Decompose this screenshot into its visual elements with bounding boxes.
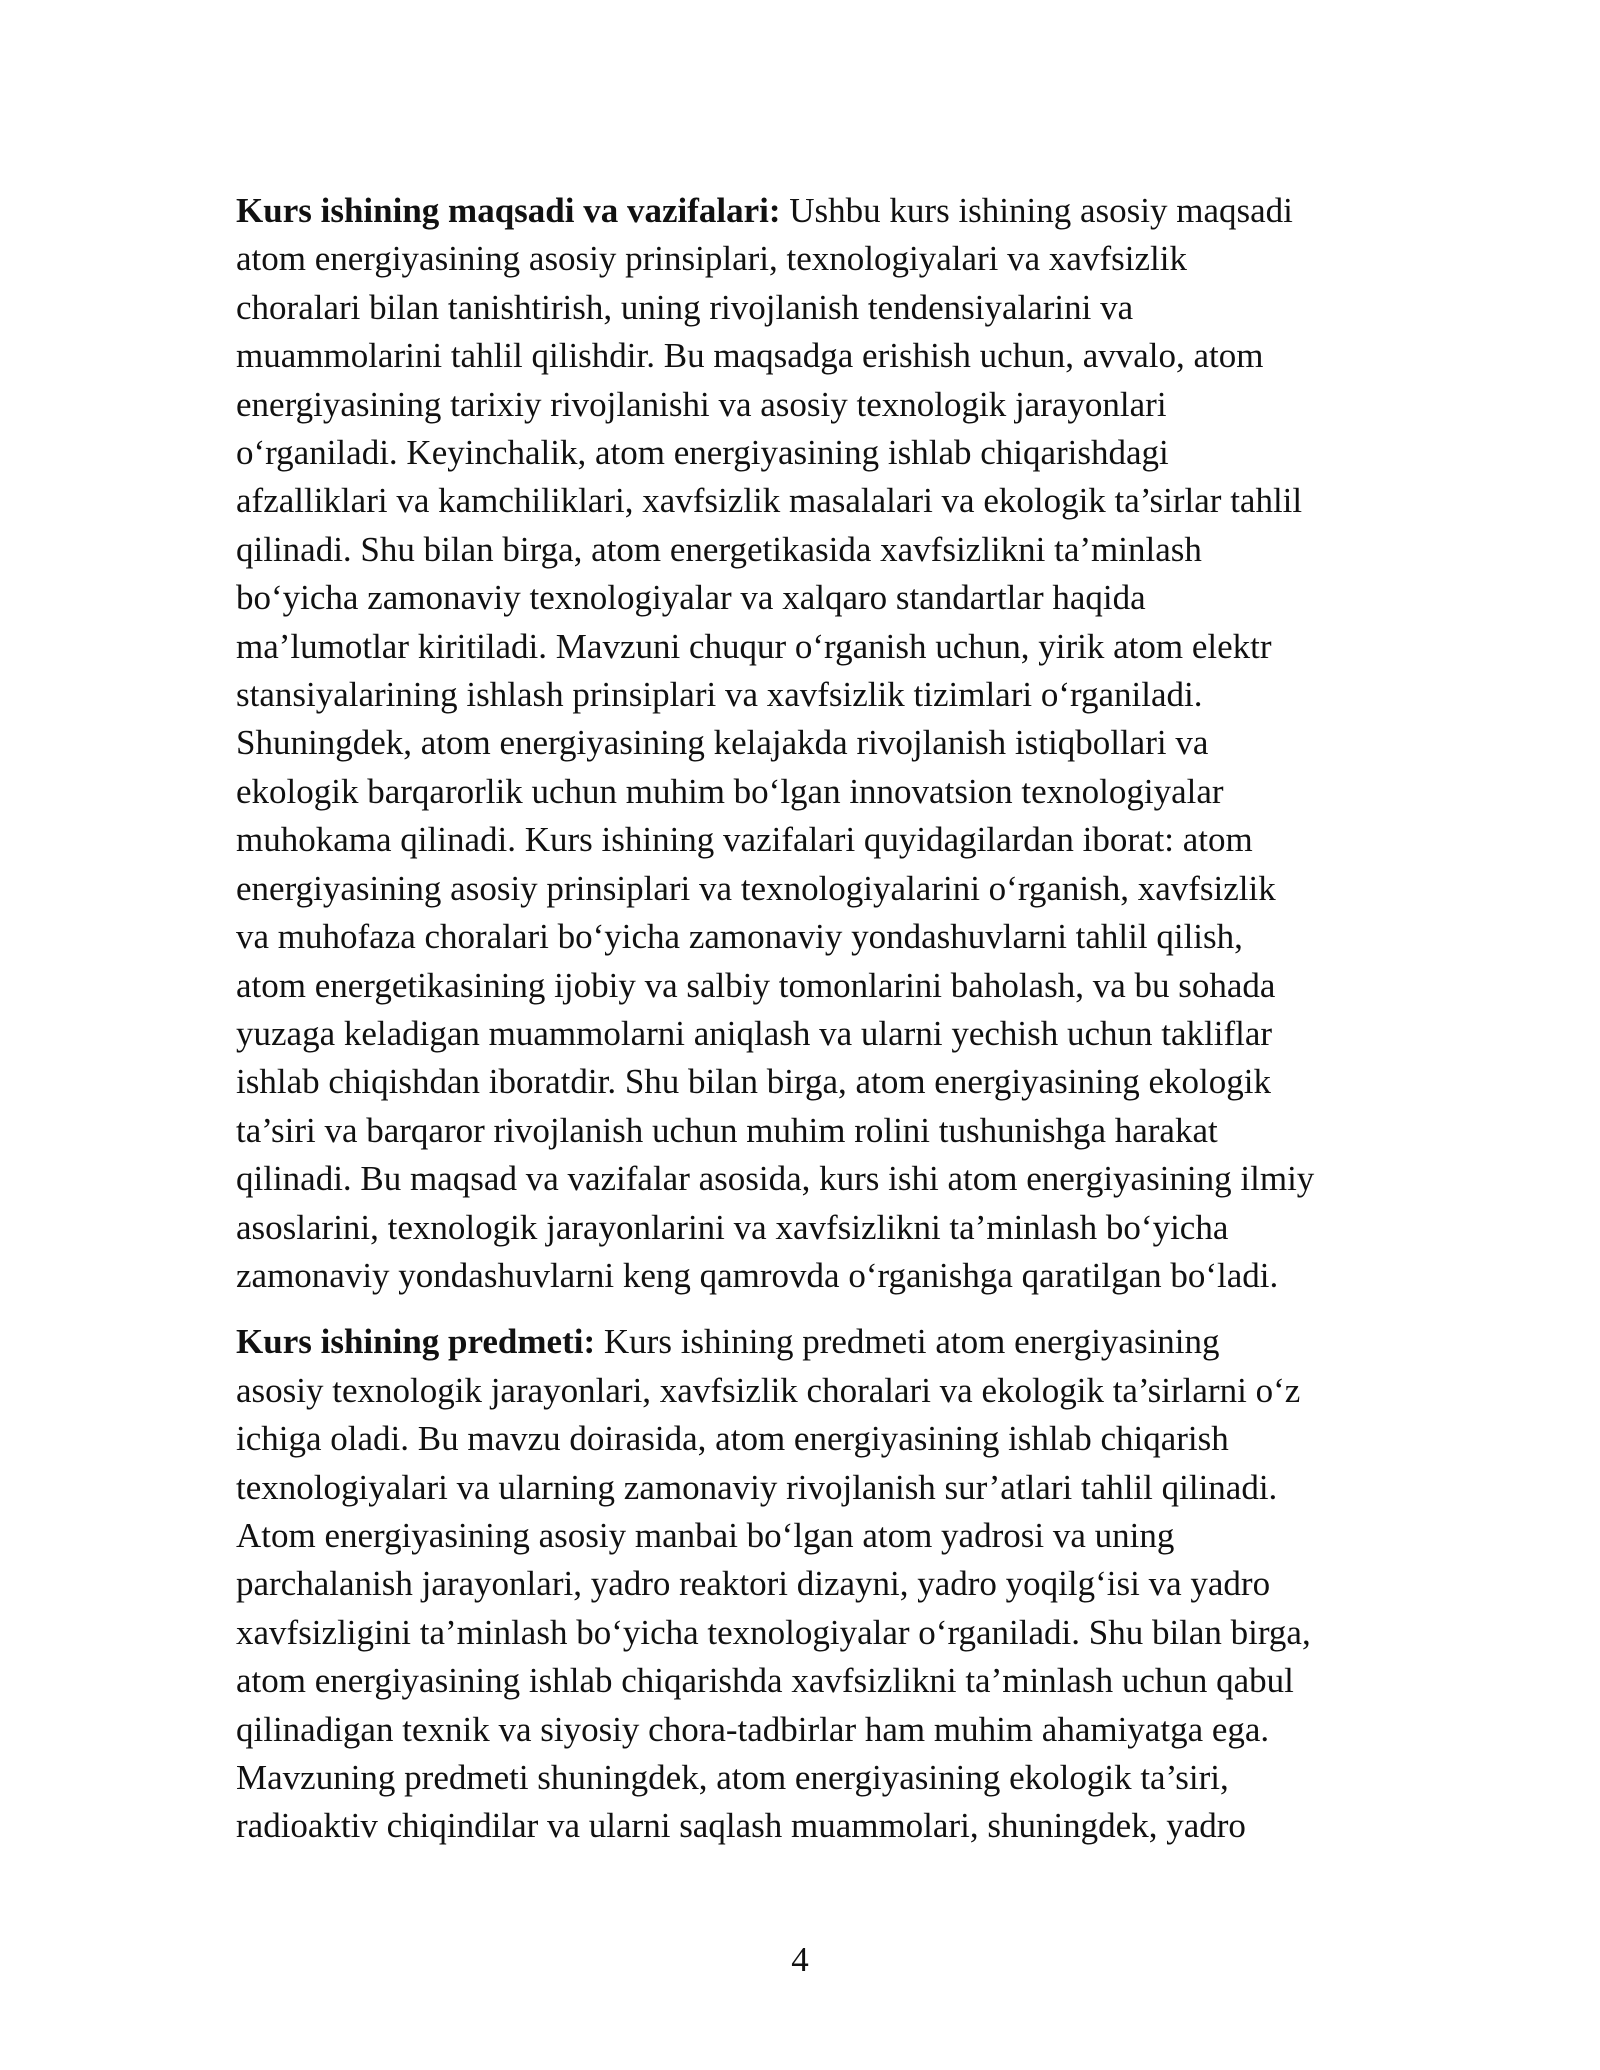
paragraph-goals-and-tasks [236,187,1376,1300]
text-line: Mavzuning predmeti shuningdek, atom energiyasining ekologik ta’siri, [236,1758,1229,1797]
body-text [236,187,1376,1869]
text-line: afzalliklari va kamchiliklari, xavfsizlik masalalari va ekologik ta’sirlar tahlil [236,481,1303,521]
text-line: energiyasining asosiy prinsiplari va texnologiyalarini o‘rganish, xavfsizlik [236,868,1276,908]
text-line: ma’lumotlar kiritiladi. Mavzuni chuqur o‘rganish uchun, yirik atom elektr [236,626,1272,666]
text-line: va muhofaza choralari bo‘yicha zamonaviy yondashuvlarni tahlil qilish, [236,917,1243,957]
text-line: asosiy texnologik jarayonlari, xavfsizlik choralari va ekologik ta’sirlarni o‘z [236,1370,1301,1410]
text-line: radioaktiv chiqindilar va ularni saqlash muammolari, shuningdek, yadro [236,1806,1246,1846]
text-line: muhokama qilinadi. Kurs ishining vazifalari quyidagilardan iborat: atom [236,820,1253,860]
text-line-content: Kurs ishining predmeti atom energiyasining [595,1322,1220,1362]
text-line: qilinadi. Shu bilan birga, atom energetikasida xavfsizlikni ta’minlash [236,529,1202,569]
paragraph-heading: Kurs ishining predmeti: [236,1322,596,1362]
page-number: 4 [791,1940,809,1979]
text-line: xavfsizligini ta’minlash bo‘yicha texnologiyalar o‘rganiladi. Shu bilan birga, [236,1612,1311,1652]
text-line: yuzaga keladigan muammolarni aniqlash va ularni yechish uchun takliflar [236,1013,1273,1053]
text-line: asoslarini, texnologik jarayonlarini va xavfsizlikni ta’minlash bo‘yicha [236,1207,1229,1247]
text-line: o‘rganiladi. Keyinchalik, atom energiyasining ishlab chiqarishdagi [236,433,1169,473]
text-line: zamonaviy yondashuvlarni keng qamrovda o‘rganishga qaratilgan bo‘ladi. [236,1255,1279,1295]
text-line: choralari bilan tanishtirish, uning rivojlanish tendensiyalarini va [236,287,1134,327]
text-line: ishlab chiqishdan iboratdir. Shu bilan birga, atom energiyasining ekologik [236,1062,1271,1102]
text-line: energiyasining tarixiy rivojlanishi va asosiy texnologik jarayonlari [236,384,1167,424]
text-line [236,187,1376,235]
paragraph-subject [236,1318,1376,1850]
text-line: ekologik barqarorlik uchun muhim bo‘lgan innovatsion texnologiyalar [236,771,1224,811]
text-line: texnologiyalari va ularning zamonaviy rivojlanish sur’atlari tahlil qilinadi. [236,1467,1278,1507]
text-line: atom energiyasining ishlab chiqarishda xavfsizlikni ta’minlash uchun qabul [236,1661,1294,1701]
text-line: atom energetikasining ijobiy va salbiy tomonlarini baholash, va bu sohada [236,965,1276,1005]
text-line: bo‘yicha zamonaviy texnologiyalar va xalqaro standartlar haqida [236,578,1146,618]
text-line: qilinadigan texnik va siyosiy chora-tadbirlar ham muhim ahamiyatga ega. [236,1709,1270,1749]
text-line: Atom energiyasining asosiy manbai bo‘lgan atom yadrosi va uning [236,1515,1175,1555]
text-line [236,1318,1376,1366]
text-line: parchalanish jarayonlari, yadro reaktori dizayni, yadro yoqilg‘isi va yadro [236,1564,1271,1604]
text-line: qilinadi. Bu maqsad va vazifalar asosida, kurs ishi atom energiyasining ilmiy [236,1159,1315,1199]
text-line: ta’siri va barqaror rivojlanish uchun muhim rolini tushunishga harakat [236,1110,1218,1150]
text-line: ichiga oladi. Bu mavzu doirasida, atom energiyasining ishlab chiqarish [236,1419,1229,1459]
paragraph-heading: Kurs ishining maqsadi va vazifalari: [236,191,781,230]
text-line: muammolarini tahlil qilishdir. Bu maqsadga erishish uchun, avvalo, atom [236,336,1264,376]
text-line-content: Ushbu kurs ishining asosiy maqsadi [780,191,1293,230]
text-line: stansiyalarining ishlash prinsiplari va xavfsizlik tizimlari o‘rganiladi. [236,675,1203,715]
text-line: Shuningdek, atom energiyasining kelajakda rivojlanish istiqbollari va [236,723,1209,763]
text-line: atom energiyasining asosiy prinsiplari, texnologiyalari va xavfsizlik [236,239,1187,279]
